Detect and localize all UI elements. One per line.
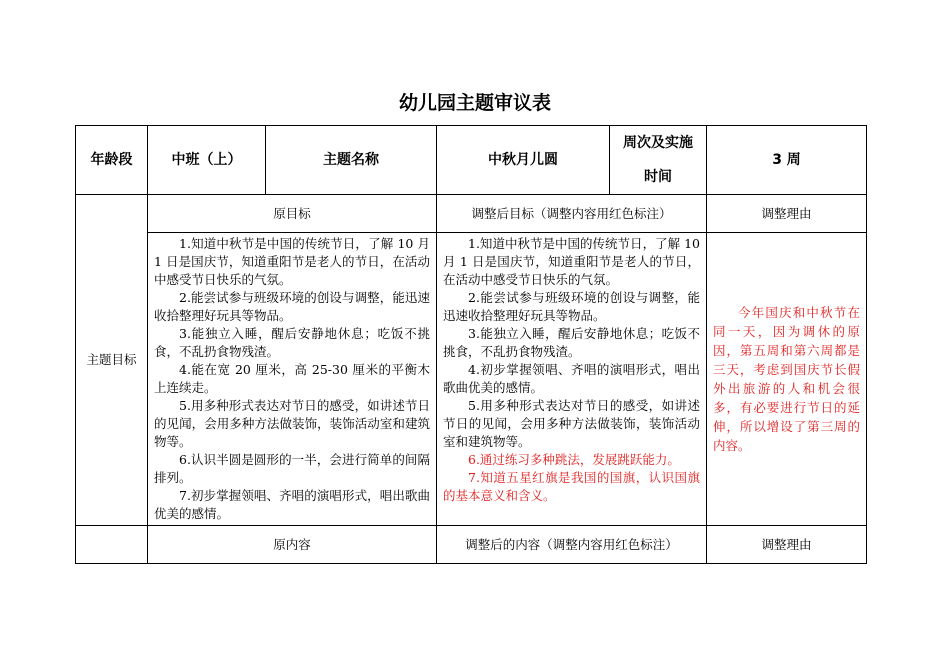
original-content-header: 原内容 [148, 526, 437, 564]
goals-reason-header: 调整理由 [707, 195, 867, 233]
original-goal-item: 1.知道中秋节是中国的传统节日，了解 10 月 1 日是国庆节，知道重阳节是老人的节日，在活动中感受节日快乐的气氛。 [154, 236, 430, 287]
goals-body-row [76, 233, 867, 526]
adjusted-goal-item: 4.初步掌握领唱、齐唱的演唱形式，唱出歌曲优美的感情。 [443, 362, 700, 395]
content-reason-header: 调整理由 [707, 526, 867, 564]
adjusted-goal-item-added: 7.知道五星红旗是我国的国旗，认识国旗的基本意义和含义。 [443, 470, 700, 503]
original-goal-item: 2.能尝试参与班级环境的创设与调整，能迅速收拾整理好玩具等物品。 [154, 290, 430, 323]
adjusted-goal-item: 2.能尝试参与班级环境的创设与调整，能迅速收拾整理好玩具等物品。 [443, 290, 700, 323]
theme-value: 中秋月儿圆 [437, 126, 610, 195]
original-goal-item: 6.认识半圆是圆形的一半，会进行简单的间隔排列。 [154, 452, 430, 485]
age-value: 中班（上） [148, 126, 266, 195]
adjusted-goal-item: 3.能独立入睡，醒后安静地休息；吃饭不挑食，不乱扔食物残渣。 [443, 326, 700, 359]
adjusted-goal-item: 5.用多种形式表达对节日的感受，如讲述节日的见闻，会用多种方法做装饰，装饰活动室和建筑物等。 [443, 398, 700, 449]
adjusted-goal-item-added: 6.通过练习多种跳法，发展跳跃能力。 [468, 452, 680, 467]
adjusted-content-header: 调整后的内容（调整内容用红色标注） [437, 526, 707, 564]
original-goals-header: 原目标 [148, 195, 437, 233]
theme-label: 主题名称 [266, 126, 437, 195]
original-goal-item: 7.初步掌握领唱、齐唱的演唱形式，唱出歌曲优美的感情。 [154, 488, 430, 521]
page-title: 幼儿园主题审议表 [398, 92, 551, 114]
original-goal-item: 4.能在宽 20 厘米，高 25-30 厘米的平衡木上连续走。 [154, 362, 430, 395]
age-label: 年龄段 [76, 126, 148, 195]
header-row [76, 126, 867, 195]
original-goal-item: 5.用多种形式表达对节日的感受，如讲述节日的见闻，会用多种方法做装饰，装饰活动室和建筑物等。 [154, 398, 430, 449]
review-table [75, 125, 867, 564]
original-goal-item: 3.能独立入睡，醒后安静地休息；吃饭不挑食，不乱扔食物残渣。 [154, 326, 430, 359]
goals-subheader-row [76, 195, 867, 233]
week-value: 3 周 [707, 126, 867, 195]
week-label-line1: 周次及实施 [623, 135, 693, 151]
goals-reason-text: 今年国庆和中秋节在同一天，因为调休的原因，第五周和第六周都是三天，考虑到国庆节长假外出旅游的人和机会很多，有必要进行节日的延伸，所以增设了第三周的内容。 [713, 305, 860, 453]
original-goals-cell [148, 233, 437, 526]
goals-reason-cell [707, 233, 867, 526]
content-subheader-row [76, 526, 867, 564]
adjusted-goal-item: 1.知道中秋节是中国的传统节日，了解 10 月 1 日是国庆节，知道重阳节是老人的节日，在活动中感受节日快乐的气氛。 [443, 236, 700, 287]
week-label-line2: 时间 [644, 169, 672, 185]
adjusted-goals-cell [437, 233, 707, 526]
adjusted-goals-header: 调整后目标（调整内容用红色标注） [437, 195, 707, 233]
goals-row-label: 主题目标 [76, 195, 148, 526]
content-row-label [76, 526, 148, 564]
week-label [610, 126, 707, 195]
